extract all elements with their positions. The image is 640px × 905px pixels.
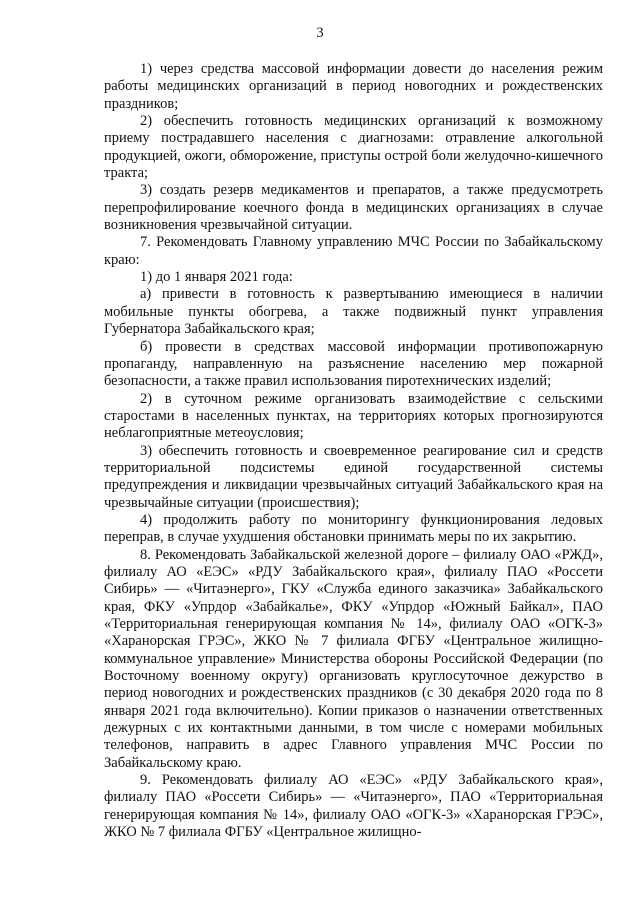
paragraph-2-village-elders: 2) в суточном режиме организовать взаимодействие с сельскими старостами в населенных пунктах, на территориях которых прогнозируются неблагоприятные метеоусловия;	[104, 390, 603, 442]
document-body	[104, 61, 603, 841]
paragraph-b-fire-propaganda: б) провести в средствах массовой информации противопожарную пропаганду, направленную на разъяснение населению мер пожарной безопасности, а также правил использования пиротехнических изделий;	[104, 338, 603, 390]
paragraph-9-energy: 9. Рекомендовать филиалу АО «ЕЭС» «РДУ Забайкальского края», филиалу ПАО «Россети Сибирь» — «Читаэнерго», ПАО «Территориальная генерирующая компания № 14», филиалу ОАО «ОГК-3» «Харанорская ГРЭС», ЖКО № 7 филиала ФГБУ «Центральное жилищно-	[104, 772, 603, 841]
paragraph-3-reserve: 3) создать резерв медикаментов и препаратов, а также предусмотреть перепрофилирование коечного фонда в медицинских организациях в случае возникновения чрезвычайной ситуации.	[104, 182, 603, 234]
paragraph-2-readiness: 2) обеспечить готовность медицинских организаций к возможному приему пострадавшего населения с диагнозами: отравление алкогольной продукцией, ожоги, обморожение, приступы острой боли желудочно-кишечного тракта;	[104, 113, 603, 182]
paragraph-1-media: 1) через средства массовой информации довести до населения режим работы медицинских организаций в период новогодних и рождественских праздников;	[104, 61, 603, 112]
paragraph-deadline: 1) до 1 января 2021 года:	[140, 269, 293, 286]
paragraph-3-emergency-system: 3) обеспечить готовность и своевременное реагирование сил и средств территориальной подсистемы единой государственной системы предупреждения и ликвидации чрезвычайных ситуаций Забайкальского края на чрезвычайные ситуации (происшествия);	[104, 442, 603, 511]
paragraph-4-ice-crossings: 4) продолжить работу по мониторингу функционирования ледовых переправ, в случае ухудшения обстановки принимать меры по их закрытию.	[104, 511, 603, 546]
page-number: 3	[316, 25, 324, 41]
paragraph-7-emercom: 7. Рекомендовать Главному управлению МЧС России по Забайкальскому краю:	[104, 234, 603, 268]
paragraph-8-duty: 8. Рекомендовать Забайкальской железной дороге – филиалу ОАО «РЖД», филиалу АО «ЕЭС» «РДУ Забайкальского края», филиалу ПАО «Россети Сибирь» — «Читаэнерго», ГКУ «Служба единого заказчика» Забайкальского края, ФКУ «Упрдор «Забайкалье», ФКУ «Упрдор «Южный Байкал», ПАО «Территориальная генерирующая компания № 14», филиалу ОАО «ОГК-3» «Харанорская ГРЭС», ЖКО № 7 филиала ФГБУ «Центральное жилищно-коммунальное управление» Министерства обороны Российской Федерации (по Восточному военному округу) организовать круглосуточное дежурство в период новогодних и рождественских праздников (с 30 декабря 2020 года по 8 января 2021 года включительно). Копии приказов о назначении ответственных дежурных с их контактными данными, в том числе с номерами мобильных телефонов, направить в адрес Главного управления МЧС России по Забайкальскому краю.	[104, 546, 603, 771]
paragraph-a-heating-points: а) привести в готовность к развертыванию имеющиеся в наличии мобильные пункты обогрева, а также подвижный пункт управления Губернатора Забайкальского края;	[104, 286, 603, 338]
